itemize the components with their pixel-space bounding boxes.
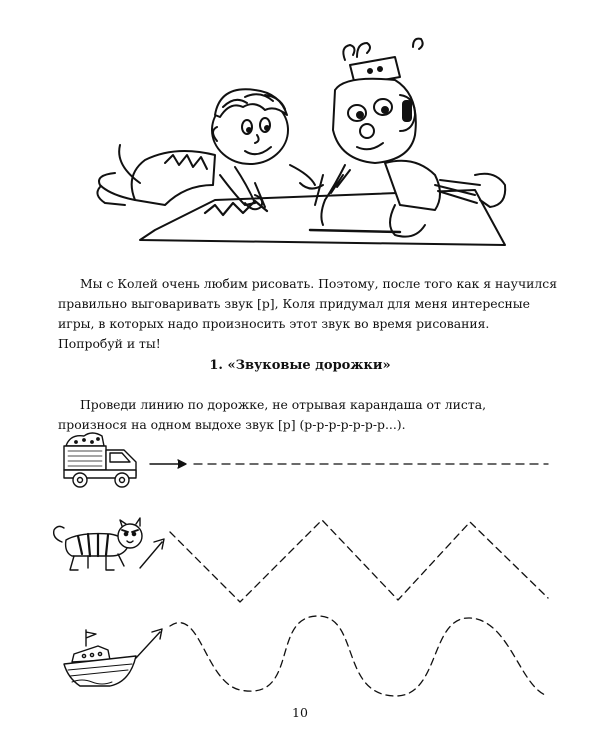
wave-dashed-path: [170, 616, 548, 696]
boy-and-robot-drawing-illustration: [95, 35, 525, 250]
zigzag-dashed-path: [170, 520, 548, 602]
section-title: 1. «Звуковые дорожки»: [209, 358, 391, 373]
robot-figure: [315, 39, 505, 237]
boat-icon: [64, 630, 136, 686]
sound-tracks-exercise: [0, 420, 600, 710]
track-zigzag: [54, 518, 548, 602]
arrow-icon: [150, 460, 186, 468]
arrow-icon: [136, 629, 162, 658]
intro-paragraph: Мы с Колей очень любим рисовать. Поэтому, после того как я научился правильно выговаривать звук [р], Коля придумал для меня интересные игры, в которых надо произносить этот звук во время рисования. Попробуй и ты!: [58, 276, 558, 352]
truck-icon: [64, 433, 136, 487]
track-straight: [64, 433, 548, 487]
page-number: 10: [292, 705, 308, 720]
arrow-icon: [140, 539, 164, 568]
tiger-icon: [54, 518, 142, 570]
track-wave: [64, 616, 548, 696]
boy-figure: [97, 89, 323, 209]
instruction-paragraph: Проведи линию по дорожке, не отрывая карандаша от листа, произнося на одном выдохе звук [р] (р-р-р-р-р-р-р...).: [58, 397, 487, 433]
